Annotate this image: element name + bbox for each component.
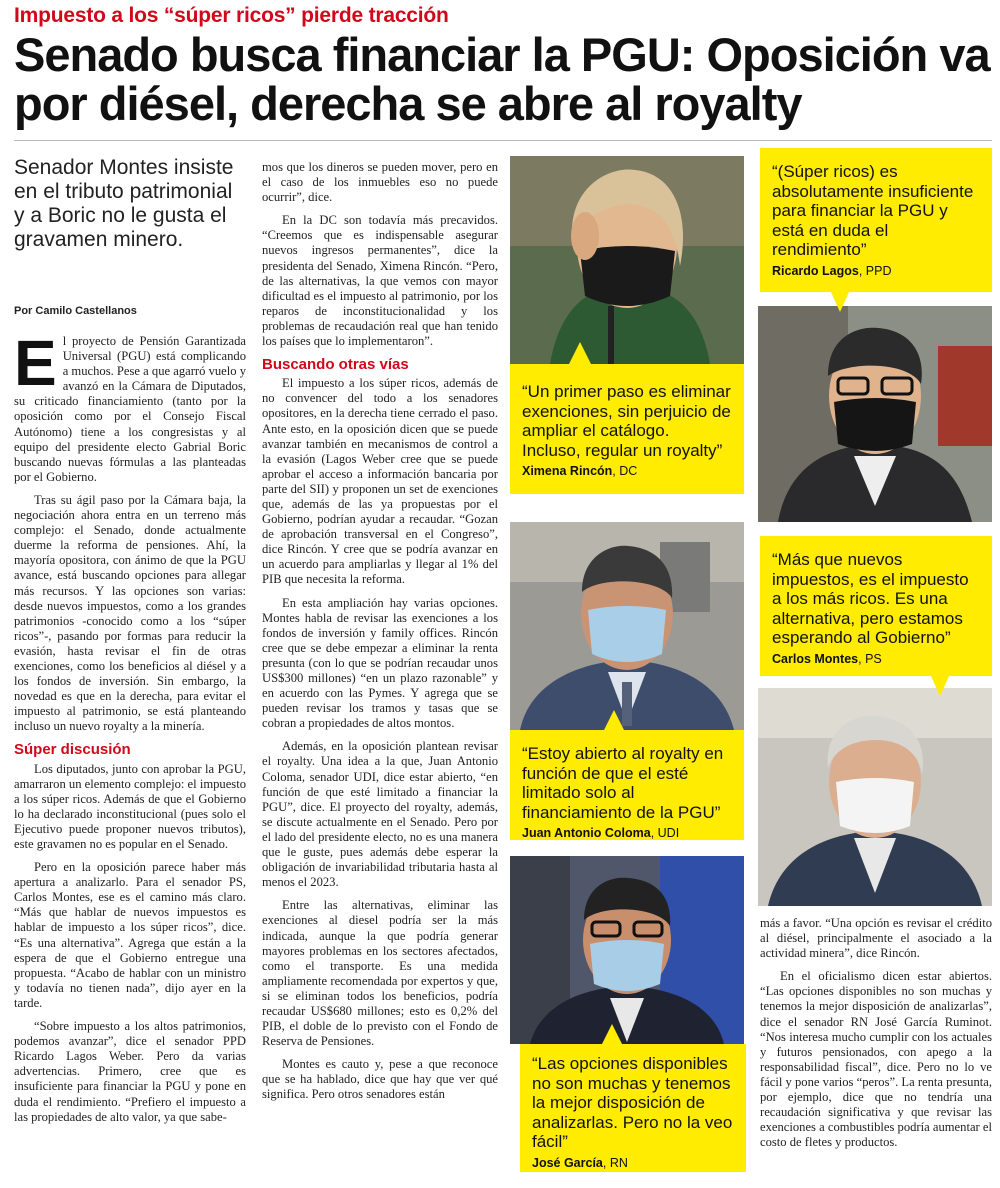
paragraph: mos que los dineros se pueden mover, pero en el caso de los inmuebles eso no puede ocurrir”, dice.: [262, 160, 498, 205]
quote-party: , PS: [858, 651, 882, 666]
headline-rule: [14, 140, 992, 141]
article-column-3: [760, 916, 992, 1158]
quote-tail: [568, 342, 592, 366]
paragraph: Tras su ágil paso por la Cámara baja, la negociación ahora entra en un terreno más complejo: el Senado, donde actualmente duerme la reforma de pensiones. Ahí, la mayoría opositora, con ánimo de que la PGU avance, está buscando opciones para allegar más recursos. Y las opciones son varias: desde nuevos impuestos, como a los grandes patrimonios -conocido como a los “súper ricos”-, pasando por formas para reducir la evasión, hasta revisar el fin de otras exenciones, como los beneficios al diésel y a los fondos de inversión. Sin embargo, la novedad es que en la derecha, para evitar el impuesto al patrimonio, se está planteando incluso un nuevo royalty a la minería.: [14, 492, 246, 734]
photo-carlos-montes: [758, 688, 992, 906]
paragraph: Montes es cauto y, pese a que reconoce que se ha hablado, dice que hay que ver qué significa. Pero otros senadores están: [262, 1057, 498, 1102]
quote-name: Juan Antonio Coloma: [522, 826, 651, 840]
article-column-1: [14, 327, 246, 1133]
byline: Por Camilo Castellanos: [14, 305, 137, 317]
photo-carlos-montes-coloma: [510, 522, 744, 730]
headline: Senado busca financiar la PGU: Oposición va por diésel, derecha se abre al royalty: [14, 28, 990, 130]
quote-attribution: [772, 652, 980, 666]
quote-party: , DC: [612, 464, 638, 478]
kicker: Impuesto a los “súper ricos” pierde tracción: [14, 4, 449, 27]
quote-name: Carlos Montes: [772, 651, 859, 666]
quote-box-carlos-montes: [760, 536, 992, 676]
article-column-2: [262, 160, 498, 1111]
quote-party: , PPD: [858, 263, 892, 278]
quote-name: Ximena Rincón: [522, 464, 613, 478]
quote-party: , UDI: [650, 826, 680, 840]
quote-box-ricardo-lagos: [760, 148, 992, 292]
paragraph: Los diputados, junto con aprobar la PGU, amarraron un elemento complejo: el impuesto a los súper ricos. Además de que el Gobierno lo ha declarado inconstitucional (pues solo el Ejecutivo puede proponer nuevos tributos), este gravamen no es popular en el Senado.: [14, 761, 246, 851]
quote-box-ximena-rincon: [510, 364, 744, 494]
paragraph: l proyecto de Pensión Garantizada Universal (PGU) está complicando a muchos. Pese a que agarró vuelo y avanzó en la Cámara de Diputados, su criticado financiamiento (tanto por la oposición como por el Consejo Fiscal Autónomo) tiene a los congresistas y al equipo del presidente electo Gabrial Boric buscando nuevas fórmulas a las planteadas por el Gobierno.: [14, 334, 246, 484]
deck: Senador Montes insiste en el tributo patrimonial y a Boric no le gusta el gravamen minero.: [14, 156, 234, 251]
photo-ricardo-lagos: [758, 306, 992, 522]
quote-party: , RN: [602, 1155, 628, 1170]
paragraph: En la DC son todavía más precavidos. “Creemos que es indispensable asegurar nuevos ingresos permanentes”, dice la presidenta del Senado, Ximena Rincón. “Pero, de las alternativas, la que vemos con mayor dificultad es el impuesto al patrimonio, por los reparos de inconstitucionalidad y los problemas de recaudación real que han tenido los países que lo implementaron”.: [262, 213, 498, 349]
subheading: Buscando otras vías: [262, 356, 409, 374]
quote-text: “(Súper ricos) es absolutamente insuficiente para financiar la PGU y está en duda el rendimiento”: [772, 162, 974, 259]
quote-text: “Más que nuevos impuestos, es el impuesto a los más ricos. Es una alternativa, pero estamos esperando al Gobierno”: [772, 550, 969, 647]
quote-attribution: [772, 264, 980, 278]
quote-attribution: [532, 1156, 734, 1170]
quote-name: José García: [532, 1155, 603, 1170]
photo-ximena-rincon: [510, 156, 744, 364]
quote-tail: [600, 1024, 624, 1048]
quote-text: “Estoy abierto al royalty en función de que el esté limitado solo al financiamiento de la PGU”: [522, 744, 724, 822]
paragraph: Además, en la oposición plantean revisar el royalty. Una idea a la que, Juan Antonio Coloma, senador UDI, dice estar abierto, “en función de que esté limitado a financiar la PGU”, dice. El proyecto del royalty, además, se discute actualmente en el Senado. Pero por el lado del presidente electo, no es una manera que le guste, pues además debe esperar la obligación de invariabilidad tributaria hasta al menos el 2023.: [262, 739, 498, 890]
paragraph: El impuesto a los súper ricos, además de no convencer del todo a los senadores opositores, en la derecha tiene cerrado el paso. Ante esto, en la oposición dicen que se puede avanzar también en mecanismos de control a la evasión (Lagos Weber cree que se puede aprobar el acceso a información bancaria por parte del SII) y proponen un set de exenciones que, además de las ya propuestas por el Gobierno, podrían ayudar a recaudar. “Gozan de aprobación transversal en el Congreso”, dice Rincón. Y cree que se podría avanzar en un acuerdo para ampliarlas y llegar al 1% del PIB que necesita la reforma.: [262, 376, 498, 587]
paragraph: “Sobre impuesto a los altos patrimonios, podemos avanzar”, dice el senador PPD Ricardo Lagos Weber. Pero da varias advertencias. Primero, cree que es insuficiente para financiar la PGU y pone en duda el rendimiento. “Prefiero el impuesto a las propiedades de alto valor, ya que sabe-: [14, 1019, 246, 1124]
quote-name: Ricardo Lagos: [772, 263, 859, 278]
quote-text: “Un primer paso es eliminar exenciones, sin perjuicio de ampliar el catálogo. Incluso, regular un royalty”: [522, 382, 731, 460]
drop-cap: E: [14, 327, 57, 399]
photo-jose-garcia: [510, 856, 744, 1044]
quote-attribution: [522, 464, 732, 478]
quote-tail: [930, 674, 950, 696]
subheading: Súper discusión: [14, 741, 131, 759]
quote-text: “Las opciones disponibles no son muchas y tenemos la mejor disposición de analizarlas. Pero no la veo fácil”: [532, 1054, 733, 1151]
paragraph: Pero en la oposición parece haber más apertura a analizarlo. Para el senador PS, Carlos Montes, ese es el camino más claro. “Más que hablar de nuevos impuestos es hablar de impuesto a los súper ricos”, dice. “Es una alternativa”. Agrega que están a la espera de que el Gobierno entregue una propuesta. “Acabo de hablar con un ministro y todavía no tienen nada”, dijo ayer en la tarde.: [14, 860, 246, 1010]
paragraph: Entre las alternativas, eliminar las exenciones al diesel podría ser la más indicada, aunque la que podría generar mayores problemas en los sectores afectados, como el transporte. Es una medida ampliamente recomendada por expertos y que, si se eliminan todos los beneficios, podría recaudar US$680 millones; esto es 0,2% del PIB, el doble de lo previsto con el Fondo de Reserva de Pensiones.: [262, 898, 498, 1049]
quote-attribution: [522, 826, 732, 840]
quote-tail: [830, 290, 850, 312]
paragraph: En esta ampliación hay varias opciones. Montes habla de revisar las exenciones a los fondos de inversión y family offices. Rincón cree que se debe empezar a eliminar la renta presunta (con lo que se podrían recaudar unos US$300 millones) “en un plazo razonable” y en acuerdo con las Pymes. Y agrega que se pueden revisar los tramos y tasas que se cobran a propiedades de altos montos.: [262, 595, 498, 731]
paragraph: más a favor. “Una opción es revisar el crédito al diésel, principalmente el asociado a la actividad minera”, dice Rincón.: [760, 916, 992, 961]
quote-tail: [602, 710, 626, 734]
quote-box-jose-garcia: [520, 1044, 746, 1172]
quote-box-juan-antonio-coloma: [510, 730, 744, 840]
paragraph: En el oficialismo dicen estar abiertos. “Las opciones disponibles no son muchas y tenemos la mejor disposición de analizarlas”, dice el senador RN José García Ruminot. “Nos interesa mucho cumplir con los actuales y futuros pensionados, con apego a la responsabilidad fiscal”, dice. Pero no lo ve fácil y pone varios “peros”. La renta presunta, por ejemplo, dice que no tendría una recaudación significativa y que revisar las exenciones a combustibles podría aumentar el costo de fletes y productos.: [760, 969, 992, 1150]
